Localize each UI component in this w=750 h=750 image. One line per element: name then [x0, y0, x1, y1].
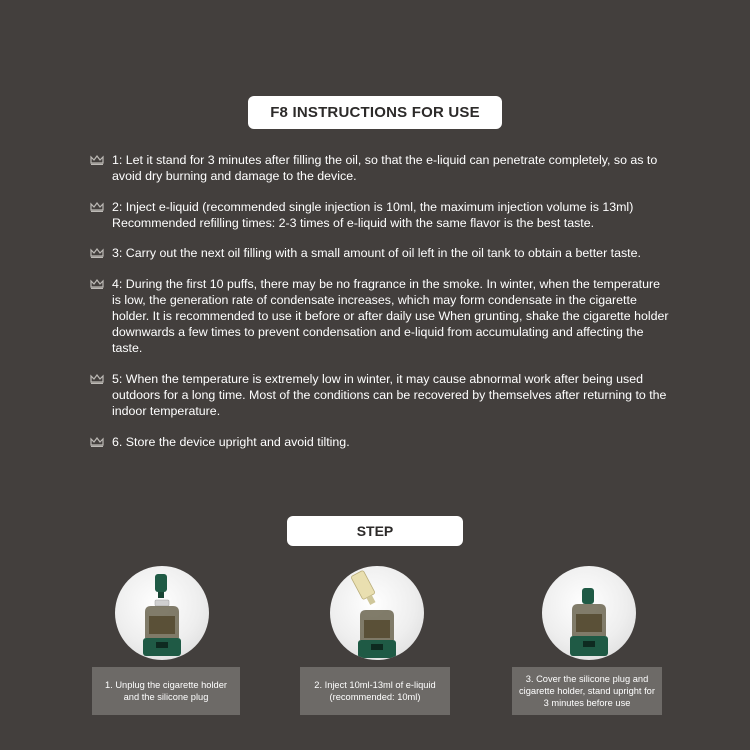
instruction-text: 5: When the temperature is extremely low in winter, it may cause abnormal work after being used outdoors for a long time. Most of the conditions can be recovered by themselves after returning to the indoor temperature. — [112, 372, 667, 418]
crown-icon — [90, 279, 104, 289]
instruction-item — [90, 199, 670, 231]
instruction-item — [90, 245, 670, 261]
instruction-text: 4: During the first 10 puffs, there may be no fragrance in the smoke. In winter, when the temperature is low, the generation rate of condensate increases, which may form condensate in the cigarette holder. It is recommended to use it before or after daily use When grunting, shake the cigarette holder downwards a few times to prevent condensation and e-liquid from accumulating and affecting the taste. — [112, 277, 669, 355]
device-image — [542, 566, 636, 660]
instruction-item — [90, 371, 670, 419]
device-image — [115, 566, 209, 660]
instruction-item — [90, 434, 670, 450]
step-1-illustration — [115, 566, 209, 660]
step-1-caption: 1. Unplug the cigarette holder and the silicone plug — [92, 667, 240, 715]
crown-icon — [90, 374, 104, 384]
instruction-text: 6. Store the device upright and avoid tilting. — [112, 435, 350, 449]
step-3-illustration — [542, 566, 636, 660]
step-title: STEP — [287, 516, 463, 546]
crown-icon — [90, 202, 104, 212]
page-title: F8 INSTRUCTIONS FOR USE — [248, 96, 502, 129]
instruction-text: 3: Carry out the next oil filling with a small amount of oil left in the oil tank to obtain a better taste. — [112, 246, 641, 260]
instruction-text: 1: Let it stand for 3 minutes after filling the oil, so that the e-liquid can penetrate completely, so as to avoid dry burning and damage to the device. — [112, 153, 658, 183]
step-2-caption: 2. Inject 10ml-13ml of e-liquid (recommended: 10ml) — [300, 667, 450, 715]
step-2-illustration — [330, 566, 424, 660]
crown-icon — [90, 437, 104, 447]
instruction-text: 2: Inject e-liquid (recommended single injection is 10ml, the maximum injection volume is 13ml) Recommended refilling times: 2-3 times of e-liquid with the same flavor is the best taste. — [112, 200, 634, 230]
instructions-list — [90, 152, 670, 465]
crown-icon — [90, 248, 104, 258]
instruction-item — [90, 152, 670, 184]
device-image — [330, 566, 424, 660]
step-3-caption: 3. Cover the silicone plug and cigarette holder, stand upright for 3 minutes before use — [512, 667, 662, 715]
instruction-item — [90, 276, 670, 356]
crown-icon — [90, 155, 104, 165]
